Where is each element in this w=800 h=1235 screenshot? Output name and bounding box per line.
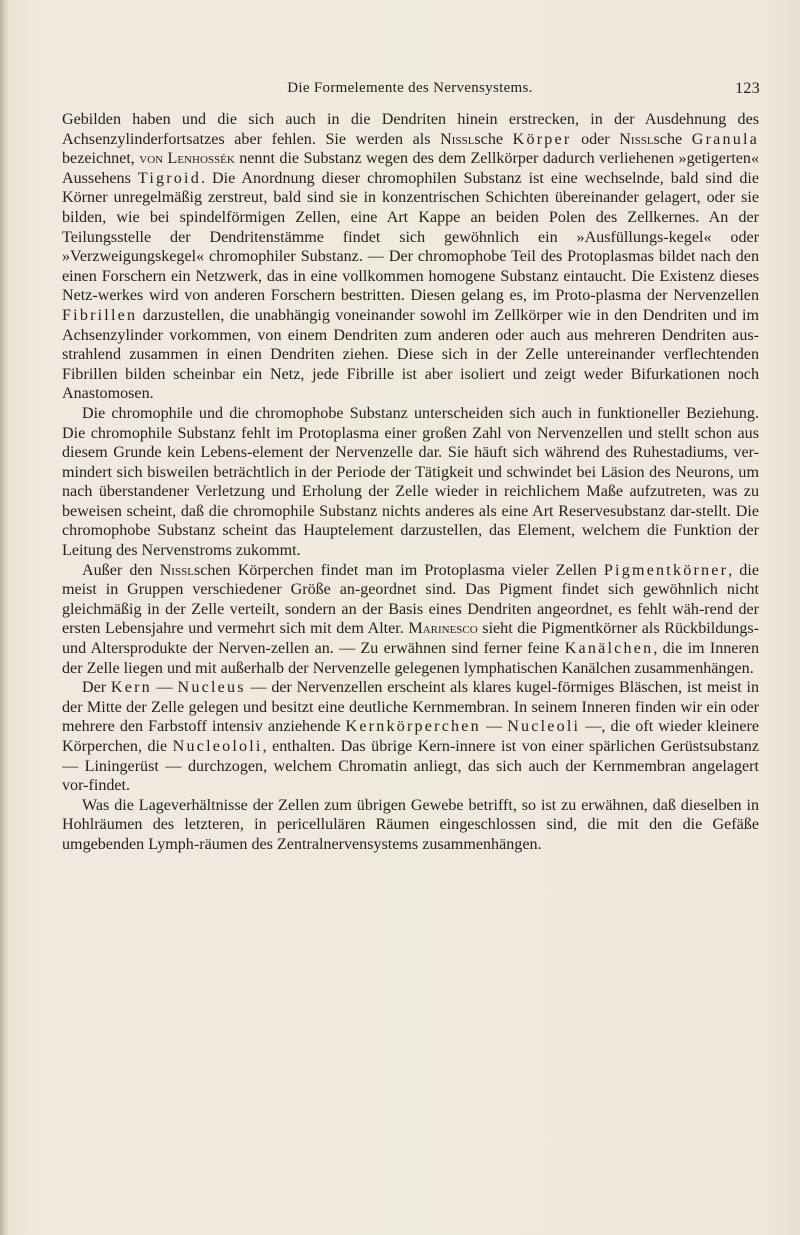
paragraph: Der Kern — Nucleus — der Nervenzellen erscheint als klares kugel-förmiges Bläschen, ist meist in der Mitte der Zelle gelegen und besitzt eine deutliche Kernmembran. In seinem Inneren finden wir ein oder mehrere den Farbstoff intensiv anziehende Kernkörperchen — Nucleoli —, die oft wieder kleinere Körperchen, die Nucleololi, enthalten. Das übrige Kern-innere ist von einer spärlichen Gerüstsubstanz — Liningerüst — durchzogen, welchem Chromatin anliegt, das sich auch der Kernmembran angelagert vor-findet. [62, 679, 760, 795]
spaced-term: Körper [512, 130, 572, 148]
paragraph: Außer den Nisslschen Körperchen findet man im Protoplasma vieler Zellen Pigmentkörner, die meist in Gruppen verschiedener Größe an-geordnet sind. Das Pigment findet sich gewöhnlich nicht gleichmäßig in der Zelle verteilt, sondern an der Basis eines Dendriten angeordnet, es fehlt wäh-rend der ersten Lebensjahre und vermehrt sich mit dem Alter. Marinesco sieht die Pigmentkörner als Rückbildungs- und Altersprodukte der Nerven-zellen an. — Zu erwähnen sind ferner feine Kanälchen, die im Inneren der Zelle liegen und mit außerhalb der Nervenzelle gelegenen lymphatischen Kanälchen zusammenhängen. [62, 561, 759, 677]
author-name: von Lenhossék [139, 150, 235, 168]
spaced-term: Granula [691, 130, 760, 148]
spaced-term: Fibrillen [62, 306, 138, 324]
paragraph: Gebilden haben und die sich auch in die Dendriten hinein erstrecken, in der Ausdehnung des Achsenzylinderfortsatzes aber fehlen. Sie werden als Nisslsche Körper oder Nisslsche Granula bezeichnet, von Lenhossék nennt die Substanz wegen des dem Zellkörper dadurch verliehenen »getigerten« Aussehens Tigroid. Die Anordnung dieser chromophilen Substanz ist eine wechselnde, bald sind die Körner unregelmäßig zerstreut, bald sind sie in konzentrischen Schichten übereinander gelagert, oder sie bilden, wie bei spindelförmigen Zellen, eine Art Kappe an beiden Polen des Zellkernes. An der Teilungsstelle der Dendritenstämme findet sich gewöhnlich ein »Ausfüllungs-kegel« oder »Verzweigungskegel« chromophiler Substanz. — Der chromophobe Teil des Protoplasmas bildet nach den einen Forschern ein Netzwerk, das in eine vollkommen homogene Substanz eintaucht. Die Existenz dieses Netz-werkes wird von anderen Forschern bestritten. Diesen gelang es, im Proto-plasma der Nervenzellen Fibrillen darzustellen, die unabhängig voneinander sowohl im Zellkörper wie in den Dendriten und im Achsenzylinder vorkommen, von einem Dendriten zum anderen oder auch aus mehreren Dendriten aus-strahlend zusammen in einen Dendriten ziehen. Diese sich in der Zelle untereinander verflechtenden Fibrillen bilden scheinbar ein Netz, jede Fibrille ist aber isoliert und zeigt weder Bifurkationen noch Anastomosen. [62, 111, 760, 403]
body-text [62, 110, 759, 855]
page-gutter-shadow [0, 0, 9, 1235]
author-name: Nissl [440, 130, 475, 148]
paragraph: Was die Lageverhältnisse der Zellen zum übrigen Gewebe betrifft, so ist zu erwähnen, daß dieselben in Hohlräumen des letzteren, in pericellulären Räumen eingeschlossen sind, die mit den die Gefäße umgebenden Lymph-räumen des Zentralnervensystems zusammenhängen. [62, 796, 759, 853]
spaced-term: Nucleus [177, 679, 246, 697]
author-name: Marinesco [408, 620, 478, 638]
spaced-term: Kernkörperchen [345, 718, 481, 736]
spaced-term: Nucleololi [172, 738, 263, 755]
spaced-term: Kanälchen [564, 640, 654, 658]
running-title: Die Formelemente des Nervensystems. [287, 80, 533, 96]
author-name: Nissl [159, 561, 194, 579]
author-name: Nissl [619, 130, 654, 148]
page-number: 123 [735, 80, 760, 97]
spaced-term: Kern [110, 679, 152, 697]
spaced-term: Tigroid [137, 169, 201, 187]
paragraph: Die chromophile und die chromophobe Substanz unterscheiden sich auch in funktioneller Beziehung. Die chromophile Substanz fehlt im Protoplasma einer großen Zahl von Nervenzellen und stellt schon aus diesem Grunde kein Lebens-element der Nervenzelle dar. Sie häuft sich während des Ruhestadiums, ver-mindert sich bisweilen beträchtlich in der Periode der Tätigkeit und schwindet bei Läsion des Neurons, um nach überstandener Verletzung und Erholung der Zelle wieder in reichlichem Maße aufzutreten, was zu beweisen scheint, daß die chromophile Substanz nichts anderes als eine Art Reservesubstanz dar-stellt. Die chromophobe Substanz scheint das Hauptelement darzustellen, das Element, welchem die Funktion der Leitung des Nervenstroms zukommt. [62, 404, 759, 560]
spaced-term: Nucleoli [507, 718, 581, 736]
page-header [60, 80, 760, 102]
spaced-term: Pigmentkörner [603, 561, 729, 579]
